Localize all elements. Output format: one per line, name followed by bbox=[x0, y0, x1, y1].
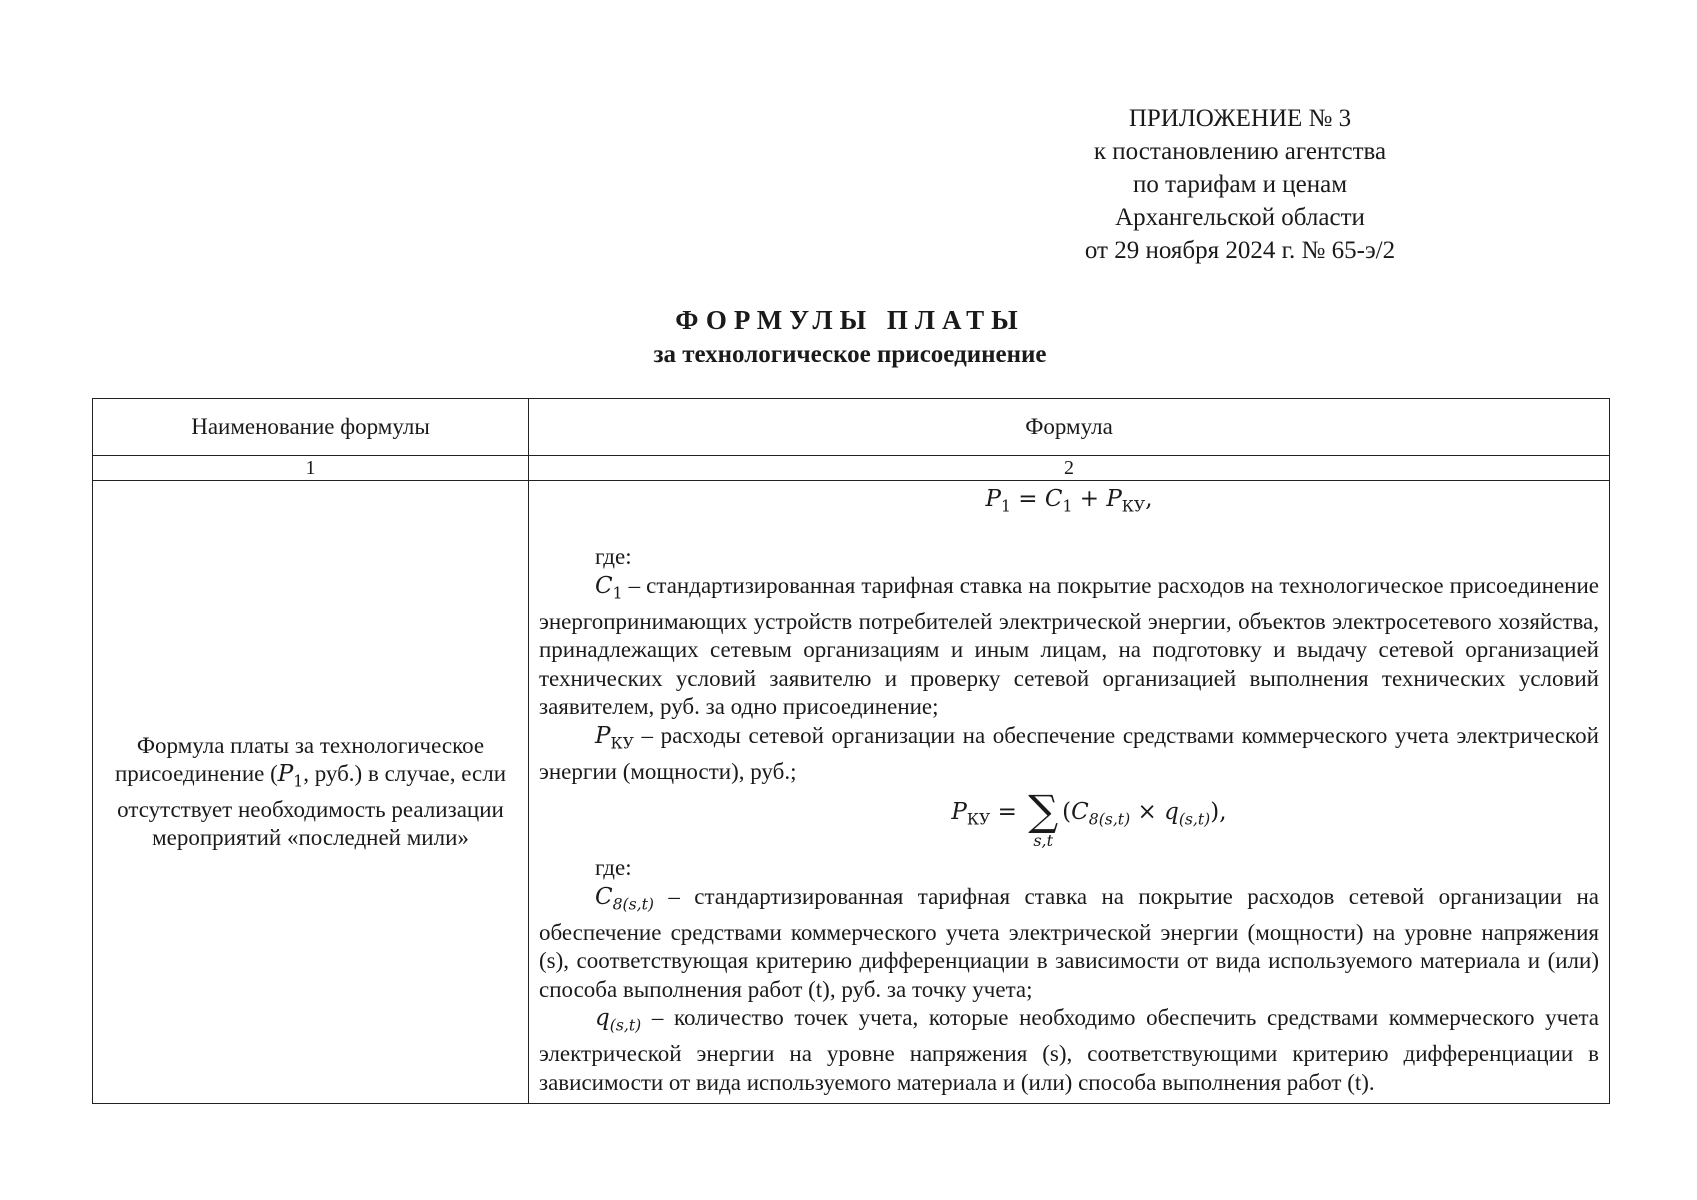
q-sub: (s,t) bbox=[609, 1015, 642, 1035]
q-symbol bbox=[595, 1005, 642, 1035]
title-sub: за технологическое присоединение bbox=[653, 341, 1047, 368]
sum-lhs-sub: КУ bbox=[966, 809, 991, 829]
title-main: ФОРМУЛЫ ПЛАТЫ bbox=[675, 305, 1025, 335]
sum-eq: = bbox=[990, 799, 1025, 826]
formula-term1: C bbox=[1044, 486, 1063, 512]
c1-letter: C bbox=[595, 572, 613, 599]
annex-line-4: Архангельской области bbox=[1115, 204, 1365, 231]
definition-q bbox=[539, 1004, 1599, 1097]
formula-term2: P bbox=[1106, 486, 1122, 512]
sum-rhs bbox=[1062, 798, 1226, 834]
formula-lhs-sub: 1 bbox=[1000, 496, 1011, 516]
pku-text: – расходы сетевой организации на обеспечение средствами коммерческого учета электрической энергии (мощности), руб.; bbox=[539, 722, 1599, 784]
q-text: – количество точек учета, которые необходимо обеспечить средствами коммерческого учета электрической энергии на уровне напряжения (s), соответствующими критерию дифференциации в зависимости от вида используемого материала и (или) способа выполнения работ (t). bbox=[539, 1005, 1599, 1095]
definition-c1 bbox=[539, 572, 1599, 722]
sum-q-sub: (s,t) bbox=[1178, 809, 1211, 829]
table-row bbox=[93, 481, 1610, 1104]
pku-sub: КУ bbox=[610, 733, 634, 753]
c1-symbol bbox=[595, 572, 623, 603]
formula-name-text-1: Формула платы за технологическое присоединение ( bbox=[114, 733, 485, 787]
annex-header bbox=[1040, 102, 1440, 267]
sum-lhs bbox=[951, 798, 1024, 834]
formula-term1-sub: 1 bbox=[1062, 496, 1073, 516]
annex-date-number: от 29 ноября 2024 г. № 65-э/2 bbox=[1084, 237, 1396, 264]
formula-lhs: P bbox=[985, 486, 1001, 512]
formula-name-symbol-sub: 1 bbox=[293, 772, 304, 792]
sum-times: × bbox=[1130, 799, 1165, 826]
col2-number: 2 bbox=[529, 456, 1610, 481]
sigma-sub: s,t bbox=[1033, 831, 1054, 851]
formula-name-cell bbox=[93, 481, 529, 1104]
c1-text: – стандартизированная тарифная ставка на покрытие расходов на технологическое присоединение энергопринимающих устройств потребителей электрической энергии, объектов электросетевого хозяйства, принадлежащих сетевым организациям и иным лицам, на подготовку и выдачу сетевой организацией технических условий заявителю и проверку сетевой организацией выполнения технических условий заявителем, руб. за одно присоединение; bbox=[539, 572, 1599, 720]
q-letter: q bbox=[595, 1005, 610, 1032]
formula-eq: = bbox=[1010, 486, 1045, 512]
annex-line-2: к постановлению агентства bbox=[1093, 138, 1387, 165]
formula-name-symbol: P bbox=[277, 761, 294, 788]
sum-c: C bbox=[1071, 799, 1089, 826]
sum-close: ), bbox=[1210, 799, 1227, 826]
main-formula bbox=[539, 485, 1599, 521]
formula-plus: + bbox=[1072, 486, 1107, 512]
pku-symbol bbox=[595, 722, 634, 753]
col1-header: Наименование формулы bbox=[93, 399, 529, 456]
formula-name-text-2: , руб.) в случае, если отсутствует необходимость реализации мероприятий «последней мили» bbox=[117, 761, 507, 851]
annex-number: ПРИЛОЖЕНИЕ № 3 bbox=[1128, 105, 1352, 132]
formula-body-cell bbox=[529, 481, 1610, 1104]
sum-open: ( bbox=[1062, 799, 1072, 826]
formula-tail: , bbox=[1145, 486, 1153, 512]
where-label-2: где: bbox=[595, 855, 632, 881]
c8-letter: C bbox=[595, 883, 613, 910]
annex-line-3: по тарифам и ценам bbox=[1132, 171, 1348, 198]
formula-table bbox=[92, 398, 1610, 1104]
table-header-row bbox=[93, 399, 1610, 456]
sum-lhs-letter: P bbox=[951, 799, 967, 826]
pku-letter: P bbox=[595, 722, 611, 749]
sum-formula bbox=[539, 786, 1599, 852]
sum-q: q bbox=[1164, 799, 1179, 826]
sigma-glyph: ∑ bbox=[1028, 786, 1059, 836]
sum-c-sub: 8(s,t) bbox=[1088, 809, 1131, 829]
c8-symbol bbox=[595, 883, 655, 914]
c8-sub: 8(s,t) bbox=[612, 894, 655, 914]
table-number-row bbox=[93, 456, 1610, 481]
col2-header: Формула bbox=[529, 399, 1610, 456]
c8-text: – стандартизированная тарифная ставка на покрытие расходов сетевой организации на обеспечение средствами коммерческого учета электрической энергии (мощности) на уровне напряжения (s), соответствующая критерию дифференциации в зависимости от вида используемого материала и (или) способа выполнения работ (t), руб. за точку учета; bbox=[539, 883, 1599, 1002]
document-title bbox=[530, 302, 1170, 372]
definition-pku bbox=[539, 722, 1599, 787]
c1-sub: 1 bbox=[612, 583, 623, 603]
sigma-symbol bbox=[1028, 786, 1059, 851]
formula-term2-sub: КУ bbox=[1121, 496, 1146, 516]
col1-number: 1 bbox=[93, 456, 529, 481]
where-label-1: где: bbox=[595, 544, 632, 570]
definition-c8 bbox=[539, 883, 1599, 1005]
